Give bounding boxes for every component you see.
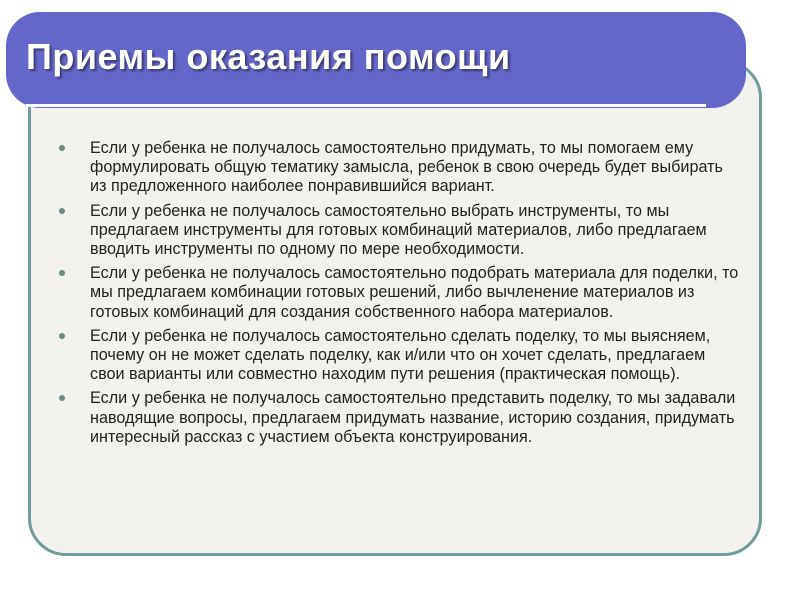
list-item-text: Если у ребенка не получалось самостоятельно выбрать инструменты, то мы предлагаем инструменты для готовых комбинаций материалов, либо предлагаем вводить инструменты по одному по мере необходимости. xyxy=(90,201,707,259)
list-item xyxy=(52,264,742,322)
bullet-list xyxy=(52,139,742,452)
title-underline xyxy=(26,104,706,107)
list-item xyxy=(52,202,742,260)
list-item xyxy=(52,389,742,447)
bullet-dot-icon xyxy=(59,395,65,401)
bullet-dot-icon xyxy=(59,145,65,151)
list-item xyxy=(52,327,742,385)
bullet-dot-icon xyxy=(59,208,65,214)
list-item-text: Если у ребенка не получалось самостоятельно придумать, то мы помогаем ему формулировать общую тематику замысла, ребенок в свою очередь будет выбирать из предложенного наиболее понравившийся вариант. xyxy=(90,139,723,196)
bullet-dot-icon xyxy=(59,333,65,339)
list-item-text: Если у ребенка не получалось самостоятельно сделать поделку, то мы выясняем, почему он не может сделать поделку, как и/или что он хочет сделать, предлагаем свои варианты или совместно находим пути решения (практическая помощь). xyxy=(90,326,711,384)
list-item xyxy=(52,139,742,197)
bullet-dot-icon xyxy=(59,270,65,276)
list-item-text: Если у ребенка не получалось самостоятельно представить поделку, то мы задавали наводящие вопросы, предлагаем придумать название, историю создания, придумать интересный рассказ с участием объекта конструирования. xyxy=(90,389,736,446)
slide-title: Приемы оказания помощи xyxy=(26,36,511,77)
list-item-text: Если у ребенка не получалось самостоятельно подобрать материала для поделки, то мы предлагаем комбинации готовых решений, либо вычленение материалов из готовых комбинаций для создания собственного набора материалов. xyxy=(90,264,739,321)
